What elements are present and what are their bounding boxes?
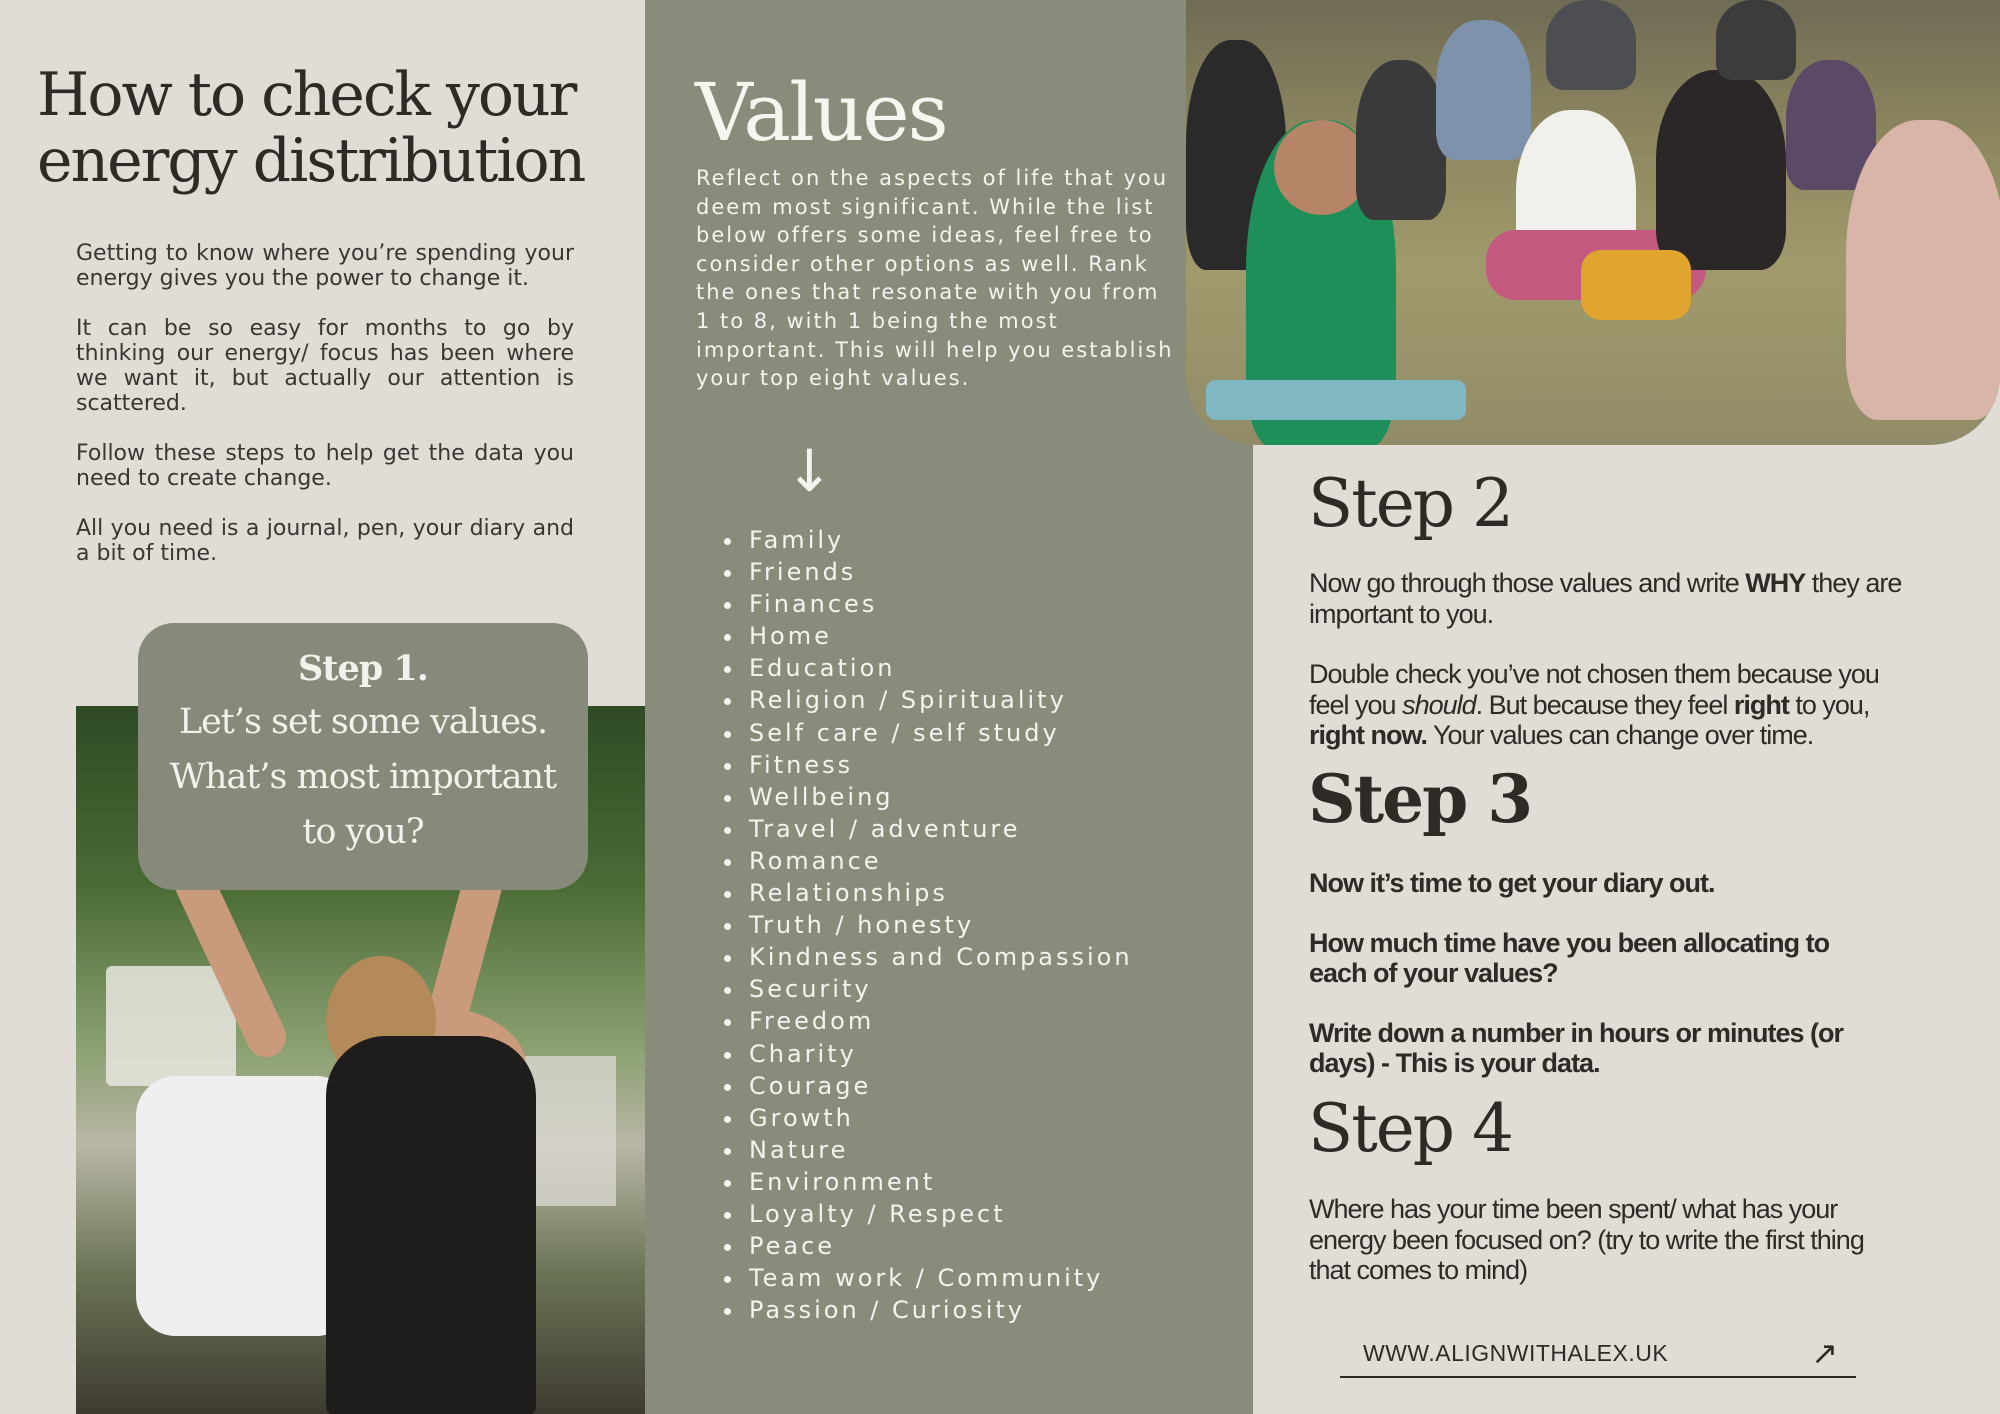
- value-item: • Family: [745, 524, 1133, 556]
- intro-paragraph: All you need is a journal, pen, your diary and a bit of time.: [76, 516, 574, 566]
- value-item: • Passion / Curiosity: [745, 1294, 1133, 1326]
- intro-paragraph: Getting to know where you’re spending your energy gives you the power to change it.: [76, 241, 574, 291]
- value-item: • Environment: [745, 1166, 1133, 1198]
- step1-text: Let’s set some values. What’s most important to you?: [169, 702, 557, 852]
- step2-title: Step 2: [1308, 465, 1513, 542]
- value-item: • Freedom: [745, 1005, 1133, 1037]
- step1-callout: [138, 623, 588, 890]
- step3-line: Now it’s time to get your diary out.: [1309, 868, 1715, 898]
- values-panel: [645, 0, 1253, 1414]
- value-item: • Romance: [745, 845, 1133, 877]
- step1-title: Step 1.: [298, 648, 428, 689]
- value-item: • Finances: [745, 588, 1133, 620]
- arrow-down-icon: ↓: [785, 437, 834, 505]
- value-item: • Travel / adventure: [745, 813, 1133, 845]
- intro-text: [76, 241, 574, 591]
- values-list: [720, 524, 1133, 1326]
- value-item: • Religion / Spirituality: [745, 684, 1133, 716]
- value-item: • Wellbeing: [745, 781, 1133, 813]
- value-item: • Self care / self study: [745, 717, 1133, 749]
- value-item: • Truth / honesty: [745, 909, 1133, 941]
- value-item: • Loyalty / Respect: [745, 1198, 1133, 1230]
- step3-line: Write down a number in hours or minutes (or days) - This is your data.: [1309, 1018, 1844, 1078]
- value-item: • Security: [745, 973, 1133, 1005]
- step3-title: Step 3: [1308, 760, 1532, 838]
- value-item: • Home: [745, 620, 1133, 652]
- value-item: • Friends: [745, 556, 1133, 588]
- left-panel: [0, 0, 645, 1414]
- step4-text: Where has your time been spent/ what has your energy been focused on? (try to write the first thing that comes to mind): [1309, 1194, 1864, 1285]
- title-line-2: energy distribution: [37, 126, 585, 196]
- website-link[interactable]: [1340, 1336, 1856, 1378]
- value-item: • Peace: [745, 1230, 1133, 1262]
- value-item: • Fitness: [745, 749, 1133, 781]
- intro-paragraph: It can be so easy for months to go by thinking our energy/ focus has been where we want it, but actually our attention is scattered.: [76, 316, 574, 416]
- step3-line: How much time have you been allocating to each of your values?: [1309, 928, 1830, 988]
- value-item: • Kindness and Compassion: [745, 941, 1133, 973]
- page-title: [37, 62, 637, 194]
- title-line-1: How to check your: [37, 60, 576, 130]
- step2-paragraph-2: Double check you’ve not chosen them because you feel you should. But because they feel right to you, right now. Your values can change over time.: [1309, 659, 1879, 750]
- value-item: • Team work / Community: [745, 1262, 1133, 1294]
- step2-paragraph-1: Now go through those values and write WHY they are important to you.: [1309, 568, 1902, 629]
- values-description: Reflect on the aspects of life that you deem most significant. While the list below offers some ideas, feel free to consider other options as well. Rank the ones that resonate with you from 1 to 8, with 1 being the most important. This will help you establish your top eight values.: [696, 166, 1174, 391]
- value-item: • Growth: [745, 1102, 1133, 1134]
- value-item: • Relationships: [745, 877, 1133, 909]
- intro-paragraph: Follow these steps to help get the data you need to create change.: [76, 441, 574, 491]
- value-item: • Education: [745, 652, 1133, 684]
- value-item: • Courage: [745, 1070, 1133, 1102]
- group-meditation-photo: [1186, 0, 2000, 445]
- external-link-arrow-icon[interactable]: ↗: [1811, 1334, 1838, 1372]
- values-title: Values: [695, 66, 947, 159]
- value-item: • Nature: [745, 1134, 1133, 1166]
- step4-title: Step 4: [1308, 1090, 1513, 1167]
- value-item: • Charity: [745, 1038, 1133, 1070]
- website-url[interactable]: WWW.ALIGNWITHALEX.UK: [1363, 1340, 1669, 1366]
